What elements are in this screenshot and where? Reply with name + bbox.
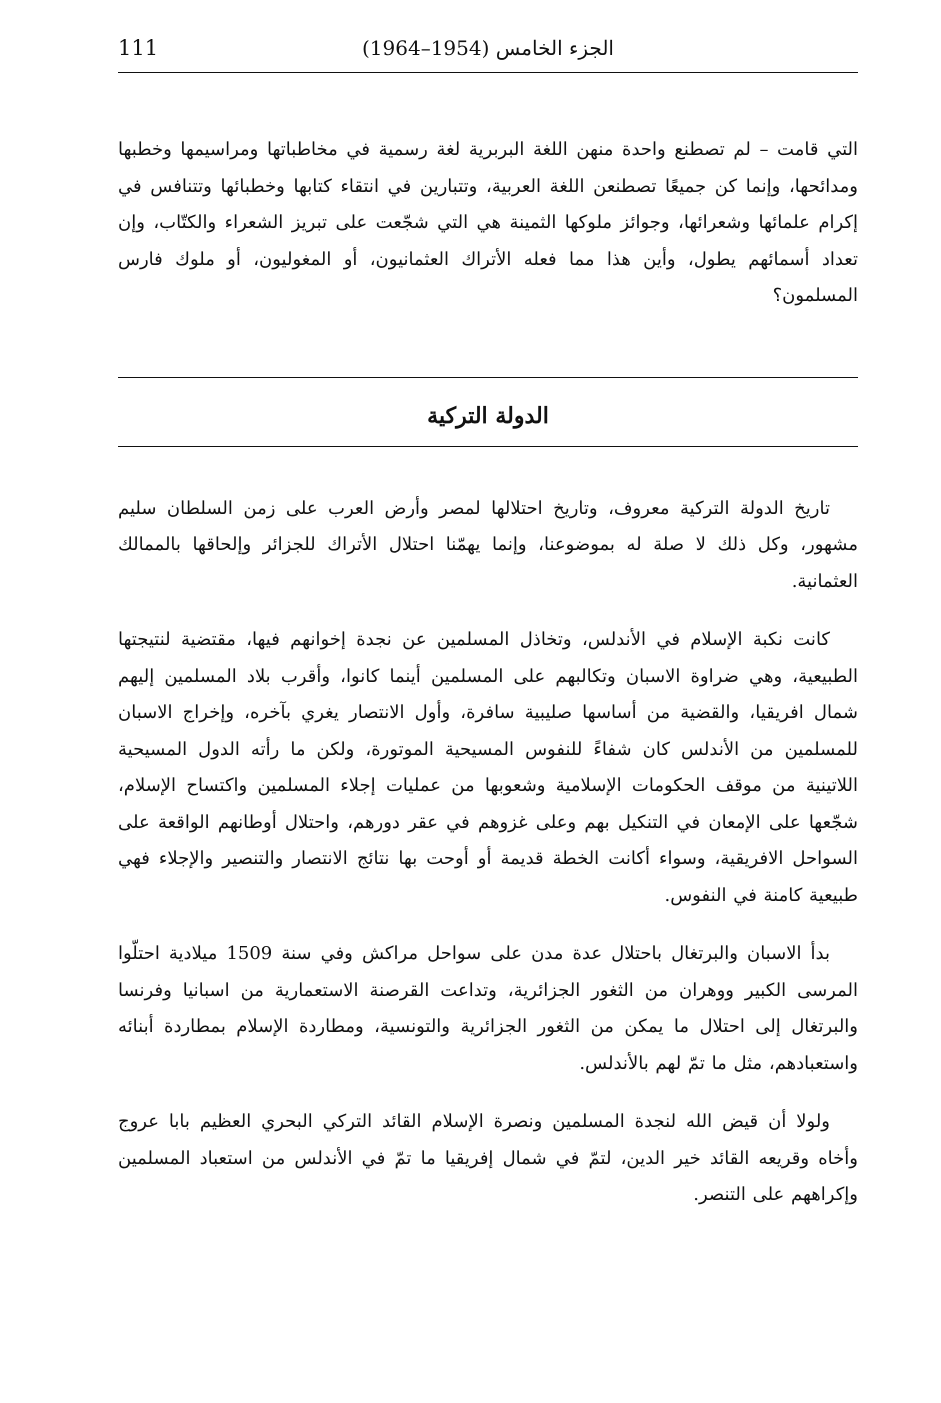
header-rule [118, 72, 858, 73]
running-title: الجزء الخامس (1954–1964) [361, 36, 614, 60]
section-rule-top [118, 377, 858, 378]
intro-paragraph: التي قامت – لم تصطنع واحدة منهن اللغة البربرية لغة رسمية في مخاطباتها ومراسيمها وخطبها ومدائحها، وإنما كن جميعًا تصطنعن اللغة العربية، وتتبارين في انتقاء كتابها وخطبائها وتتنافس في إكرام علمائها وشعرائها، وجوائز ملوكها الثمينة هي التي شجّعت على تبريز الشعراء والكتّاب، وإن تعداد أسمائهم يطول، وأين هذا مما فعله الأتراك العثمانيون، أو المغوليون، أو ملوك فارس المسلمون؟ [118, 139, 858, 306]
running-header [118, 30, 858, 74]
section-rule-bottom [118, 446, 858, 447]
section-title: الدولة التركية [427, 402, 549, 429]
book-page [118, 30, 858, 1214]
paragraph-aruj-khayr-al-din: ولولا أن قيض الله لنجدة المسلمين ونصرة الإسلام القائد التركي البحري العظيم بابا عروج وأخاه وقريعه القائد خير الدين، لتمّ في شمال إفريقيا ما تمّ في الأندلس من استعباد المسلمين وإكراههم على التنصر. [118, 1111, 858, 1205]
page-number: 111 [118, 36, 159, 60]
paragraph-andalus: كانت نكبة الإسلام في الأندلس، وتخاذل المسلمين عن نجدة إخوانهم فيها، مقتضية لنتيجتها الطبيعية، وهي ضراوة الاسبان وتكالبهم على المسلمين أينما كانوا، وأقرب بلاد المسلمين إليهم شمال افريقيا، والقضية من أساسها صليبية سافرة، وأول الانتصار يغري بآخره، وإخراج الاسبان للمسلمين من الأندلس كان شفاءً للنفوس المسيحية الموتورة، ولكن ما رأته الدول المسيحية اللاتينية من موقف الحكومات الإسلامية وشعوبها من عمليات إجلاء المسلمين واكتساح الإسلام، شجّعها على الإمعان في التنكيل بهم وعلى غزوهم في عقر دورهم، واحتلال أوطانهم الواقعة على السواحل الافريقية، وسواء أكانت الخطة قديمة أو أوحت بها نتائج الانتصار والتنصير والإجلاء فهي طبيعية كامنة في النفوس. [118, 629, 858, 906]
paragraph-turkish-state: تاريخ الدولة التركية معروف، وتاريخ احتلالها لمصر وأرض العرب على زمن السلطان سليم مشهور، وكل ذلك لا صلة له بموضوعنا، وإنما يهمّنا احتلال الأتراك للجزائر وإلحاقها بالممالك العثمانية. [118, 497, 858, 592]
paragraph-spanish-occupation: بدأ الاسبان والبرتغال باحتلال عدة مدن على سواحل مراكش وفي سنة 1509 ميلادية احتلّوا المرسى الكبير ووهران من الثغور الجزائرية، وتداعت القرصنة الاستعمارية من اسبانيا وفرنسا والبرتغال إلى احتلال ما يمكن من الثغور الجزائرية والتونسية، ومطاردة الإسلام بمطاردة أبنائه واستعبادهم، مثل ما تمّ لهم بالأندلس. [118, 943, 858, 1074]
